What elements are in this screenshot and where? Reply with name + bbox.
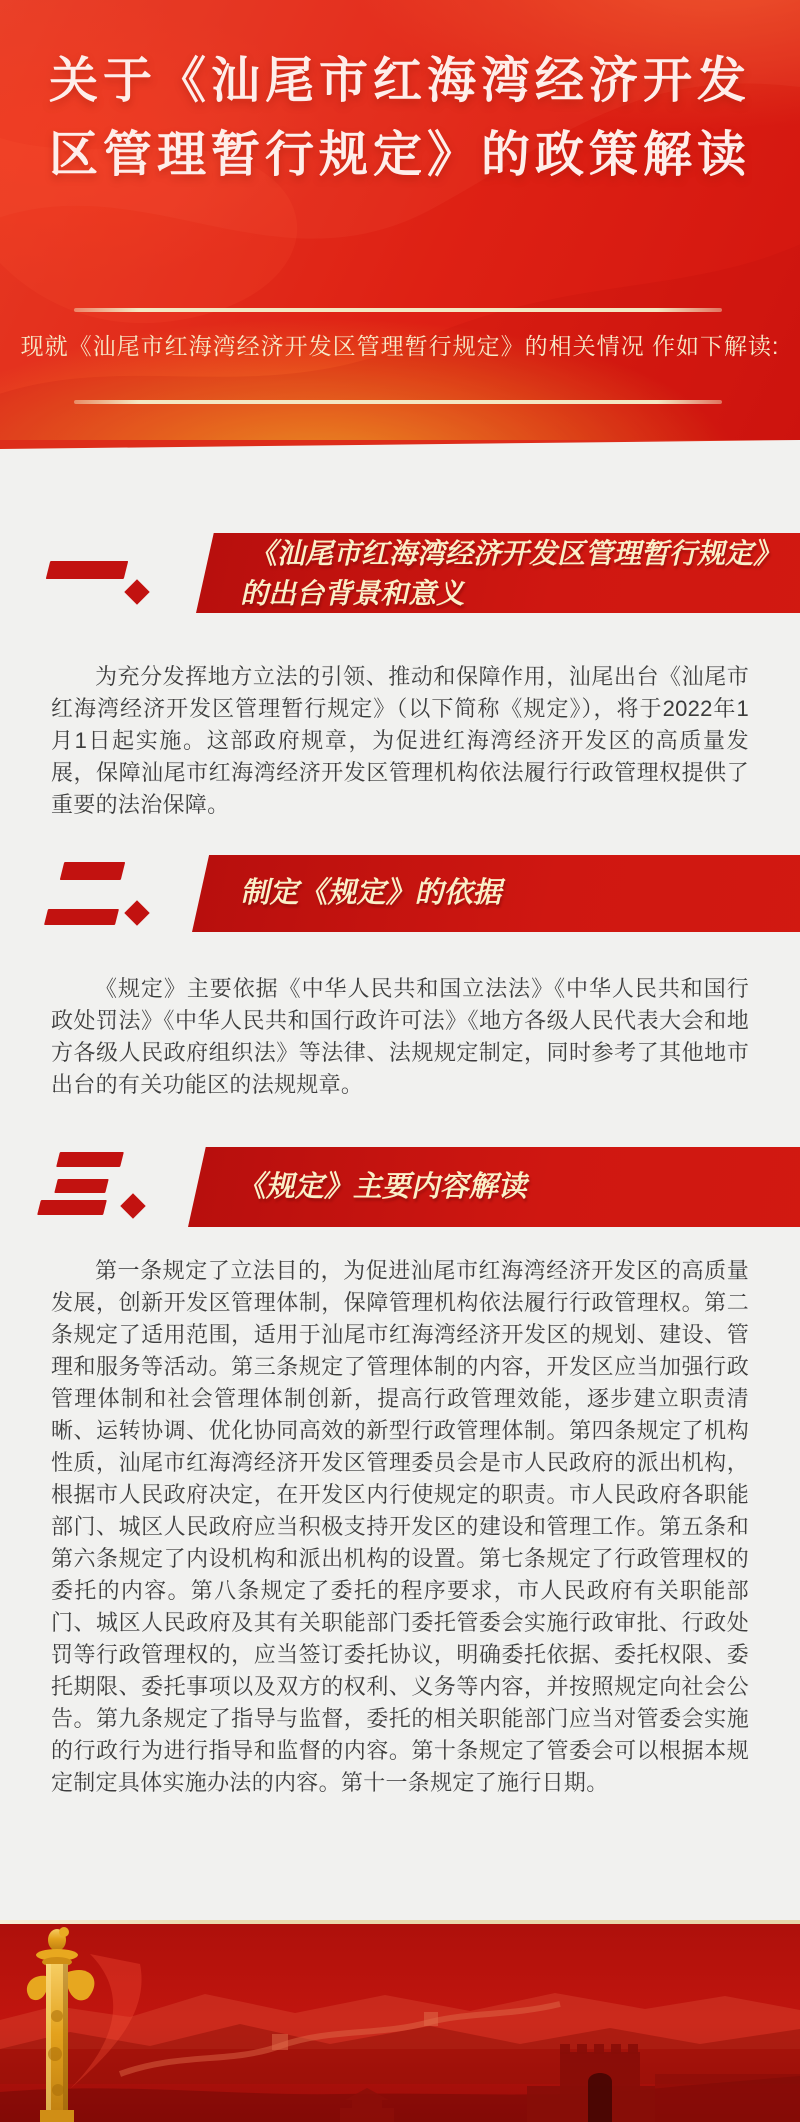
section-1-heading-line2: 的出台背景和意义 [238,578,470,609]
section-1-heading-line1: 《汕尾市红海湾经济开发区管理暂行规定》 [247,538,787,569]
divider-line-bottom [74,400,722,404]
marker-one-bar [46,561,128,579]
pillar-base [40,2110,74,2122]
marker-three-diamond [120,1193,145,1218]
page-title [0,44,800,192]
section-1-body: 为充分发挥地方立法的引领、推动和保障作用，汕尾出台《汕尾市红海湾经济开发区管理暂行规定》（以下简称《规定》），将于2022年1月1日起实施。这部政府规章，为促进红海湾经济开发区的高质量发展，保障汕尾市红海湾经济开发区管理机构依法履行行政管理权提供了重要的法治保障。 [51,664,749,817]
marker-three-bar-middle [54,1179,108,1193]
footer-landscape-illustration [0,1924,800,2122]
section-3-heading-line1: 《规定》主要内容解读 [235,1171,533,1203]
section-1-heading-banner [196,533,800,613]
marker-two-diamond [124,900,149,925]
section-2-heading-line1: 制定《规定》的依据 [239,877,508,909]
marker-one-diamond [124,579,149,604]
marker-two-bar-top [60,862,125,880]
page-title-line2: 区管理暂行规定》的政策解读 [48,128,751,182]
marker-three-bar-bottom [37,1200,107,1215]
marker-two-bar-bottom [44,909,119,925]
divider-line-top [74,308,722,312]
section-2-heading-banner [192,855,800,932]
footer-artwork [0,1924,800,2122]
header-bottom-edge [0,440,800,449]
page-title-line1: 关于《汕尾市红海湾经济开发 [48,54,751,108]
section-3-heading-banner [188,1147,800,1227]
section-3-body: 第一条规定了立法目的，为促进汕尾市红海湾经济开发区的高质量发展，创新开发区管理体制，保障管理机构依法履行行政管理权。第二条规定了适用范围，适用于汕尾市红海湾经济开发区的规划、建设、管理和服务等活动。第三条规定了管理体制的内容，开发区应当加强行政管理体制和社会管理体制创新，提高行政管理效能，逐步建立职责清晰、运转协调、优化协同高效的新型行政管理体制。第四条规定了机构性质，汕尾市红海湾经济开发区管理委员会是市人民政府的派出机构，根据市人民政府决定，在开发区内行使规定的职责。市人民政府各职能部门、城区人民政府应当积极支持开发区的建设和管理工作。第五条和第六条规定了内设机构和派出机构的设置。第七条规定了行政管理权的委托的内容。第八条规定了委托的程序要求，市人民政府有关职能部门、城区人民政府及其有关职能部门委托管委会实施行政审批、行政处罚等行政管理权的，应当签订委托协议，明确委托依据、委托权限、委托期限、委托事项以及双方的权利、义务等内容，并按照规定向社会公告。第九条规定了指导与监督，委托的相关职能部门应当对管委会实施的行政行为进行指导和监督的内容。第十条规定了管委会可以根据本规定制定具体实施办法的内容。第十一条规定了施行日期。 [51,1258,749,1795]
header-banner [0,0,800,440]
great-wall-tower-small-1 [272,2034,288,2050]
great-wall-tower-small-2 [424,2012,438,2026]
marker-three-bar-top [56,1152,124,1167]
subtitle-text: 现就《汕尾市红海湾经济开发区管理暂行规定》的相关情况 作如下解读: [20,333,780,359]
section-2-body: 《规定》主要依据《中华人民共和国立法法》《中华人民共和国行政处罚法》《中华人民共和国行政许可法》《地方各级人民代表大会和地方各级人民政府组织法》等法律、法规规定制定，同时参考了其他地市出台的有关功能区的法规规章。 [51,976,749,1097]
